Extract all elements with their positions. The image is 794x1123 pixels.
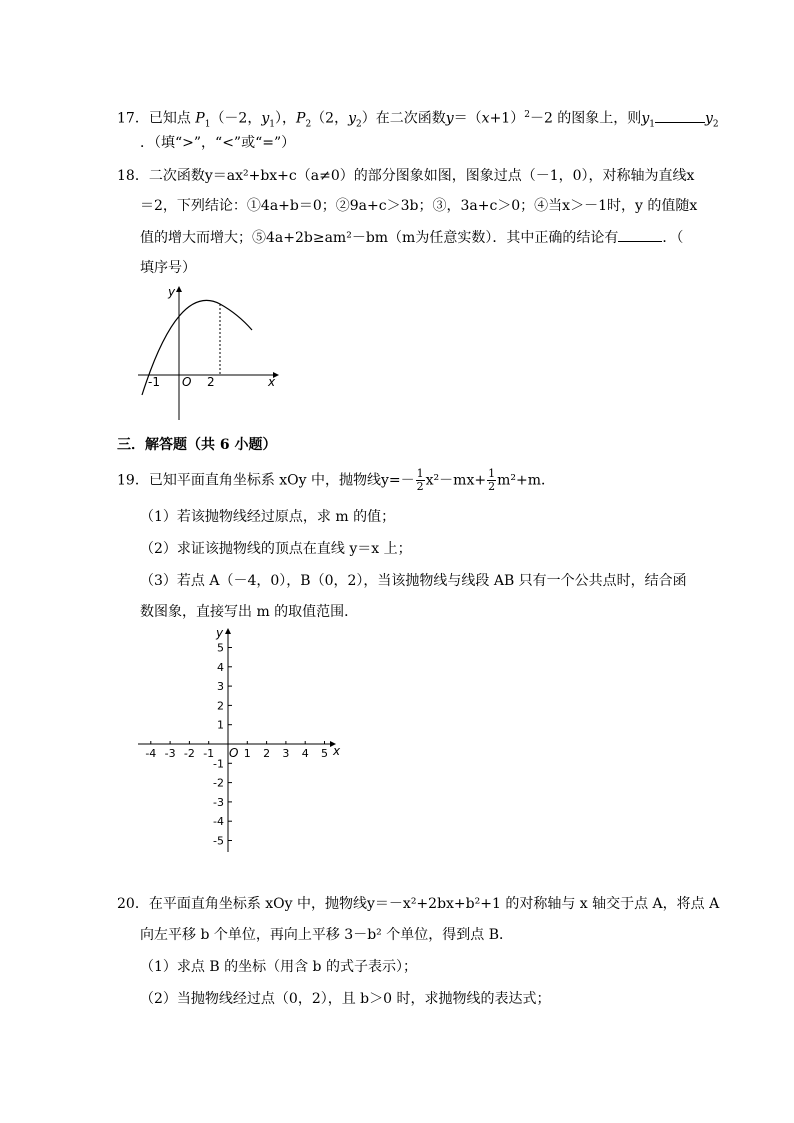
q19-y-tick-label: 1 <box>217 718 224 732</box>
q19-x-tick-label: -1 <box>203 747 215 760</box>
q18-line2: ＝2，下列结论：①4a+b＝0；②9a+c＞3b；③，3a+c＞0；④当x＞－1时，y 的值随x <box>140 198 698 214</box>
q19-x-tick-label: -2 <box>183 747 195 760</box>
q18-line4: 填序号） <box>140 260 196 276</box>
q17-line2: ．（填“>”，“<”或“=”） <box>140 135 296 151</box>
q19-x-tick-label: 1 <box>243 747 251 760</box>
q19-y-tick-label: -5 <box>213 834 224 848</box>
q18-y-arrow <box>176 286 182 292</box>
q19-y-label: y <box>216 626 224 640</box>
q19-x-tick-label: -4 <box>145 747 157 760</box>
q20-part2: （2）当抛物线经过点（0，2），且 b＞0 时，求抛物线的表达式； <box>140 991 551 1007</box>
q20-line1: 20．在平面直角坐标系 xOy 中，抛物线y＝－x²+2bx+b²+1 的对称轴与 x 轴交于点 A，将点 A <box>117 896 720 912</box>
q19-fraction-2: $\frac{1}{2}$ <box>488 467 496 493</box>
q19-part2: （2）求证该抛物线的顶点在直线 y＝x 上； <box>140 541 412 557</box>
q19-y-tick-label: 2 <box>217 699 224 713</box>
q18-answer-blank <box>618 228 662 242</box>
q19-part1: （1）若该抛物线经过原点，求 m 的值； <box>140 509 396 525</box>
q19-x-tick-label: 2 <box>263 747 271 760</box>
q20-line2: 向左平移 b 个单位，再向上平移 3－b² 个单位，得到点 B． <box>140 927 513 943</box>
q20-part1: （1）求点 B 的坐标（用含 b 的式子表示）； <box>140 959 417 975</box>
q19-x-tick-label: 4 <box>301 747 309 760</box>
q19-part3: （3）若点 A（－4，0），B（0，2），当该抛物线与线段 AB 只有一个公共点时，结合函 <box>140 573 687 589</box>
q19-line1: 19．已知平面直角坐标系 xOy 中，抛物线y=－ $\frac{1}{2}$ x²－mx+ $\frac{1}{2}$ m²+m． <box>117 467 555 493</box>
q19-x-tick-label: 3 <box>282 747 290 760</box>
q19-x-tick-label: 5 <box>321 747 328 760</box>
q18-origin-label: O <box>182 375 192 389</box>
q19-part3-cont: 数图象，直接写出 m 的取值范围． <box>140 604 359 620</box>
q19-x-label: x <box>333 744 341 758</box>
section3-heading: 三．解答题（共 6 小题） <box>117 437 277 453</box>
q19-y-tick-label: -4 <box>213 815 224 829</box>
q18-tick-2: 2 <box>207 375 215 389</box>
q19-origin-label: O <box>229 746 239 760</box>
q19-y-tick-label: 5 <box>217 641 224 655</box>
q19-y-tick-label: -2 <box>213 776 224 790</box>
q18-tick-neg1: -1 <box>148 375 160 389</box>
q19-x-tick-label: -3 <box>164 747 176 760</box>
q19-y-tick-label: 4 <box>217 660 224 674</box>
q18-line3: 值的增大而增大；⑤4a+2b≥am²－bm（m为任意实数）．其中正确的结论有 ．（ <box>140 230 684 246</box>
q18-graph <box>130 282 290 427</box>
q19-fraction-1: $\frac{1}{2}$ <box>416 467 424 493</box>
q17-answer-blank <box>655 109 705 123</box>
q19-y-arrow <box>225 628 231 634</box>
q19-coordinate-grid <box>130 624 350 856</box>
q18-x-label: x <box>268 375 276 389</box>
q17-line1: 17．已知点 $P_1(-2$，$y_1$），$P_2(2$，$y_2$）在二次函数$y=(x+1)^2-2$ 的图象上，则$y_1$ $y_2$ <box>117 110 719 130</box>
q19-y-tick-label: -3 <box>213 795 224 809</box>
q19-y-tick-label: -1 <box>213 757 224 771</box>
q18-line1: 18．二次函数y＝ax²+bx+c（a≠0）的部分图象如图，图象过点（－1，0），对称轴为直线x <box>117 168 695 184</box>
q19-y-tick-label: 3 <box>217 680 224 694</box>
q18-y-label: y <box>168 285 176 299</box>
